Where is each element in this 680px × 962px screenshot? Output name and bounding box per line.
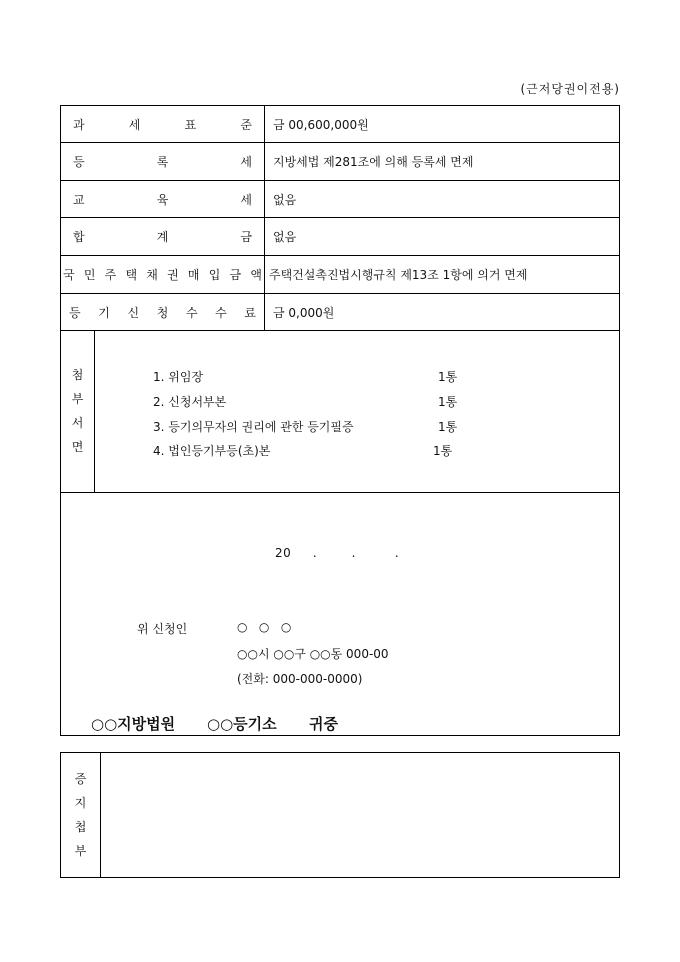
attachment-item: 1. 위임장 [153, 370, 204, 384]
attachment-count: 1통 [438, 420, 458, 434]
fee-value: 없음 [273, 230, 297, 244]
attachment-item: 3. 등기의무자의 권리에 관한 등기필증 [153, 420, 354, 434]
divider [61, 492, 619, 493]
fee-label: 교 육 세 [61, 181, 265, 217]
fee-row-housing-bond [61, 256, 619, 294]
attachment-item: 4. 법인등기부등(초)본 [153, 444, 271, 458]
fee-table [60, 105, 620, 331]
fee-label: 등 록 세 [61, 143, 265, 180]
attachment-item: 2. 신청서부본 [153, 395, 227, 409]
application-date: 20 . . . [275, 546, 400, 560]
fee-value: 주택건설촉진법시행규칙 제13조 1항에 의거 면제 [269, 268, 528, 282]
attachment-count: 1통 [438, 370, 458, 384]
addressee-court: ○○지방법원 [91, 715, 176, 733]
fee-label: 국 민 주 택 채 권 매 입 금 액 [61, 256, 265, 293]
stamp-area [101, 753, 619, 877]
fee-row-tax-base [61, 106, 619, 143]
fee-row-application-fee [61, 294, 619, 331]
attachment-count: 1통 [438, 395, 458, 409]
applicant-address: ○○시 ○○구 ○○동 000-00 [237, 647, 389, 661]
fee-label: 과 세 표 준 [61, 106, 265, 142]
fee-row-registration-tax [61, 143, 619, 181]
fee-row-education-tax [61, 181, 619, 218]
fee-label: 합 계 금 [61, 218, 265, 255]
applicant-phone: (전화: 000-000-0000) [237, 672, 363, 686]
attachment-signature-block [60, 330, 620, 736]
fee-value: 금 00,600,000원 [273, 117, 369, 132]
fee-value: 없음 [273, 192, 297, 207]
attachment-count: 1통 [433, 444, 453, 458]
attachments-label: 첨 부 서 면 [61, 330, 95, 492]
fee-label: 등 기 신 청 수 수 료 [61, 294, 265, 331]
fee-value: 금 0,000원 [273, 306, 335, 320]
stamp-box [60, 752, 620, 878]
fee-row-total [61, 218, 619, 256]
stamp-box-label: 증 지 첩 부 [61, 753, 101, 877]
addressee-office: ○○등기소 [207, 715, 277, 733]
applicant-name: ○ ○ ○ [237, 620, 292, 634]
addressee-suffix: 귀중 [309, 715, 338, 733]
applicant-label: 위 신청인 [137, 622, 188, 636]
header-note: (근저당권이전용) [520, 82, 620, 96]
fee-value: 지방세법 제281조에 의해 등록세 면제 [273, 155, 474, 169]
